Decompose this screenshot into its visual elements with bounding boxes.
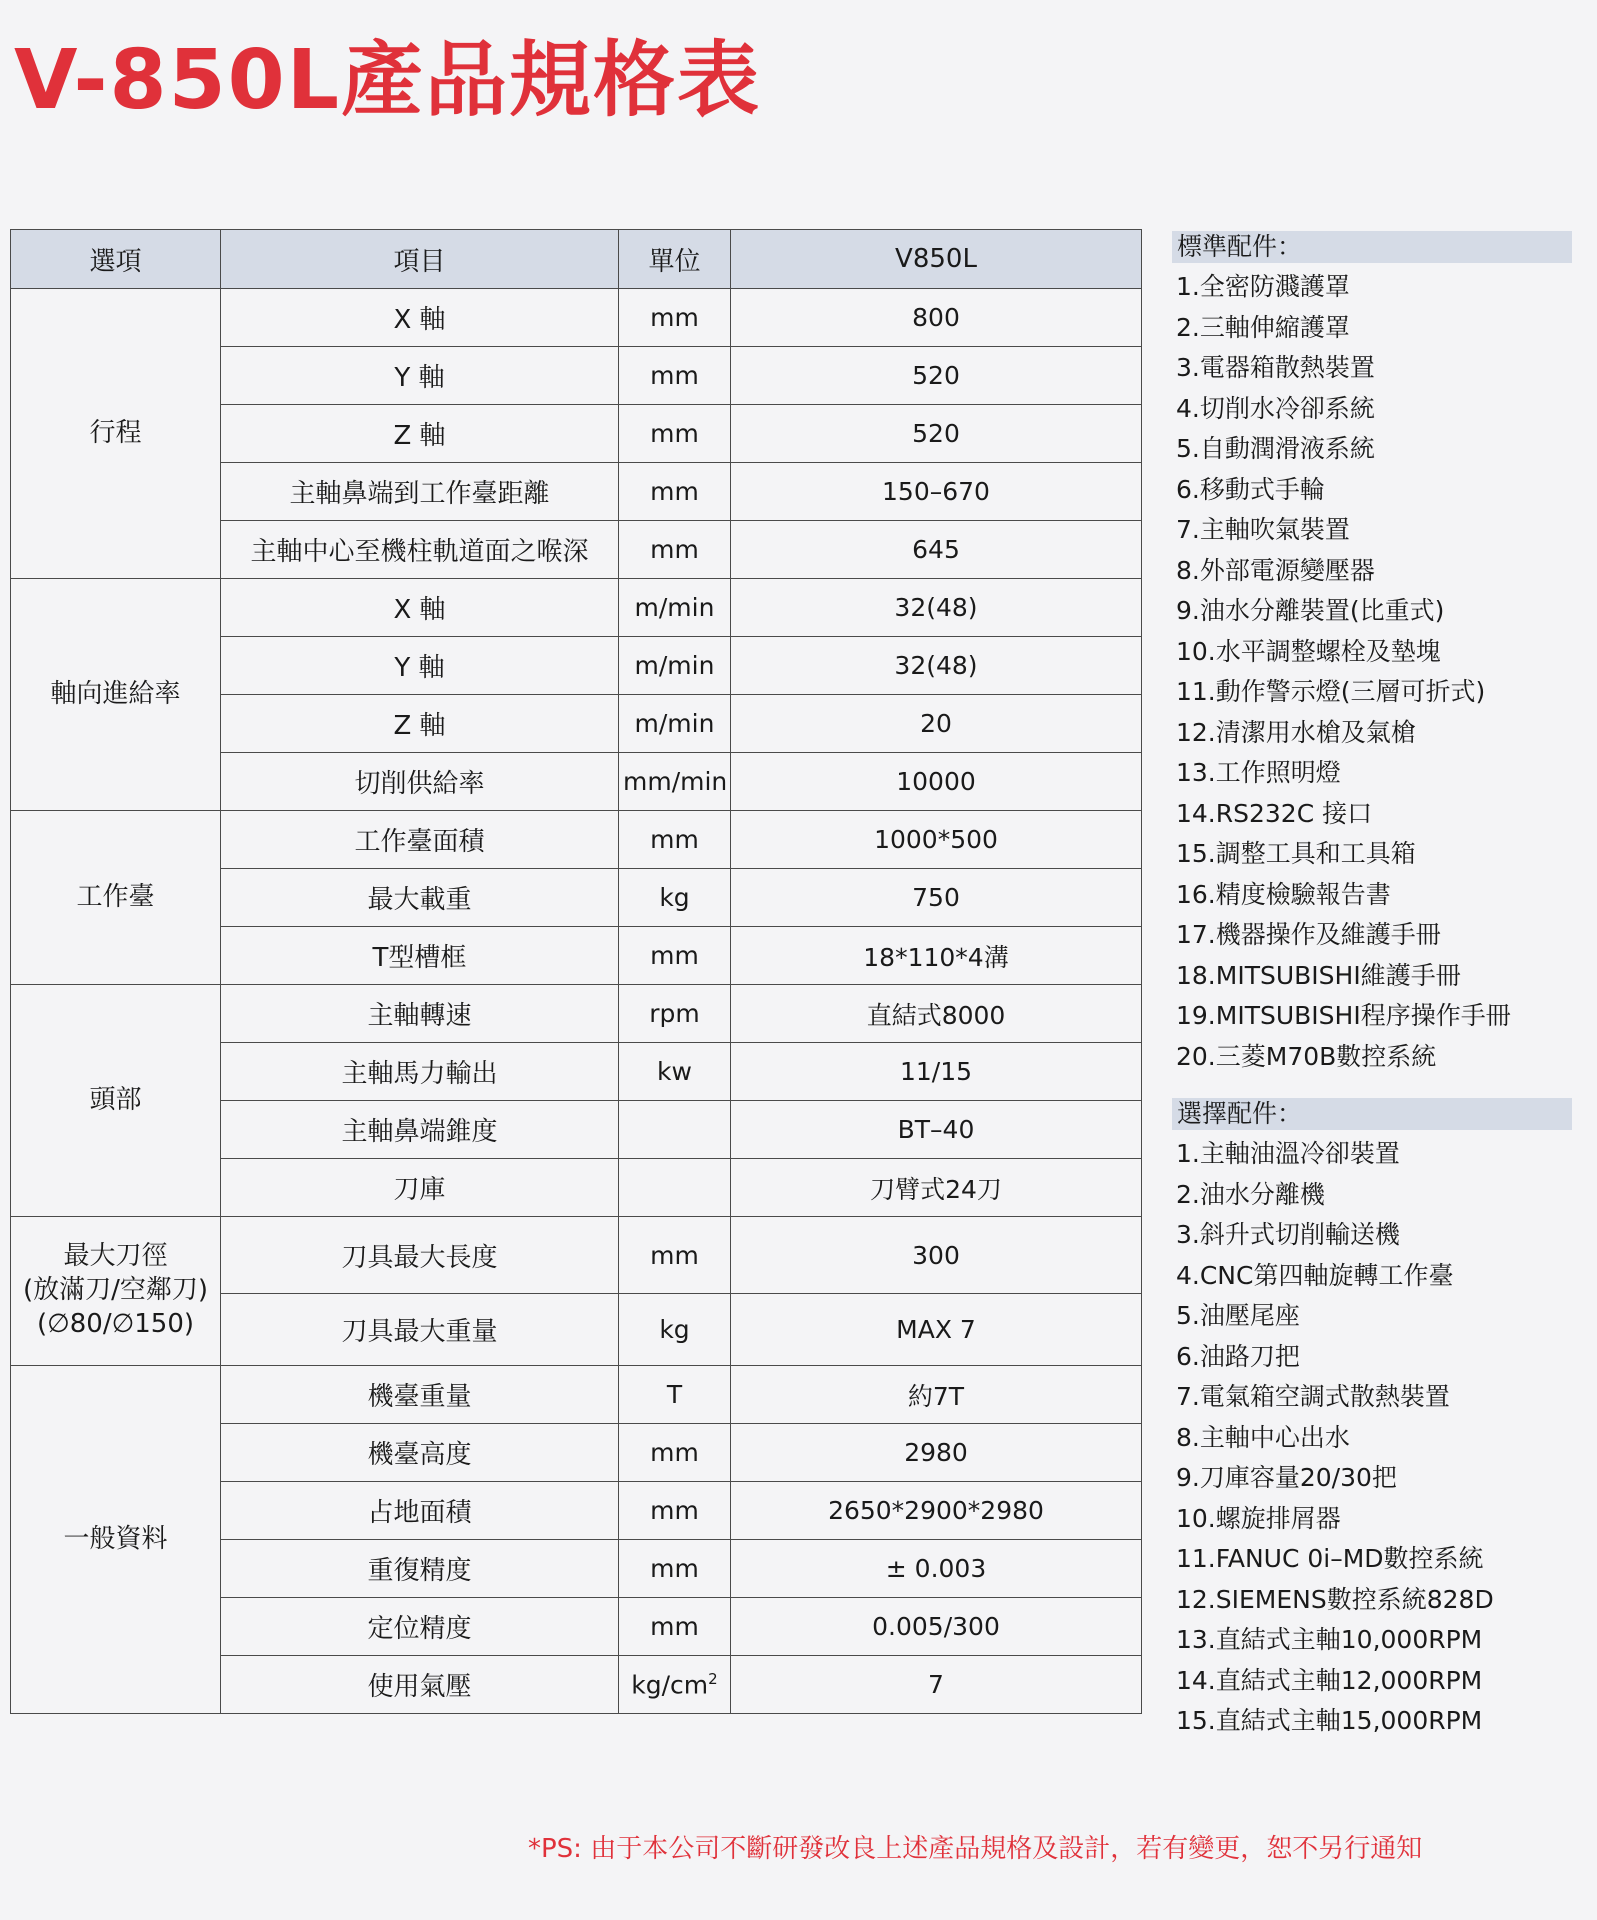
cell-item: 工作臺面積 — [221, 811, 619, 869]
spec-table — [10, 229, 1142, 1714]
list-item: 6.油路刀把 — [1176, 1341, 1300, 1371]
list-item: 16.精度檢驗報告書 — [1176, 879, 1391, 909]
list-item: 3.斜升式切削輸送機 — [1176, 1220, 1400, 1249]
cell-unit: kg — [619, 869, 731, 927]
cell-value: 300 — [731, 1217, 1142, 1294]
cell-unit: kg — [619, 1294, 731, 1366]
cell-unit: mm/min — [619, 753, 731, 811]
cell-item: X 軸 — [221, 579, 619, 637]
page-title: V-850L產品規格表 — [14, 33, 761, 128]
list-item: 4.切削水冷卻系統 — [1176, 393, 1375, 423]
group-max-tool-diameter — [11, 1217, 221, 1366]
list-item: 12.SIEMENS數控系統828D — [1176, 1584, 1494, 1614]
optional-accessories-list — [1172, 1134, 1572, 1742]
standard-accessories-heading: 標準配件： — [1172, 231, 1572, 263]
list-item: 2.油水分離機 — [1176, 1179, 1325, 1209]
cell-value: 750 — [731, 869, 1142, 927]
group-label-line: (放滿刀/空鄰刀) — [22, 1275, 209, 1306]
unit-base: kg/cm — [631, 1670, 709, 1700]
cell-item: Z 軸 — [221, 405, 619, 463]
list-item: 14.直結式主軸12,000RPM — [1176, 1665, 1483, 1695]
cell-item: 最大載重 — [221, 869, 619, 927]
list-item: 7.電氣箱空調式散熱裝置 — [1176, 1382, 1450, 1411]
group-label-line: 最大刀徑 — [63, 1241, 168, 1272]
cell-unit: mm — [619, 521, 731, 579]
cell-value: 10000 — [731, 753, 1142, 811]
cell-value: 直結式8000 — [731, 985, 1142, 1043]
cell-item: Y 軸 — [221, 347, 619, 405]
cell-item: 機臺高度 — [221, 1424, 619, 1482]
list-item: 1.主軸油溫冷卻裝置 — [1176, 1139, 1400, 1168]
cell-value: ± 0.003 — [731, 1540, 1142, 1598]
cell-item: 定位精度 — [221, 1598, 619, 1656]
list-item: 10.水平調整螺栓及墊塊 — [1176, 636, 1441, 666]
cell-item: Z 軸 — [221, 695, 619, 753]
cell-item: 刀具最大長度 — [221, 1217, 619, 1294]
list-item: 10.螺旋排屑器 — [1176, 1503, 1341, 1533]
list-item: 4.CNC第四軸旋轉工作臺 — [1176, 1260, 1454, 1290]
unit-superscript: 2 — [708, 1669, 718, 1688]
cell-unit: mm — [619, 1598, 731, 1656]
cell-unit — [619, 1101, 731, 1159]
list-item: 14.RS232C 接口 — [1176, 798, 1373, 828]
list-item: 13.工作照明燈 — [1176, 758, 1341, 787]
cell-unit — [619, 1656, 731, 1714]
group-worktable: 工作臺 — [11, 811, 221, 985]
cell-item: Y 軸 — [221, 637, 619, 695]
cell-value: 2980 — [731, 1424, 1142, 1482]
list-item: 11.FANUC 0i–MD數控系統 — [1176, 1544, 1484, 1573]
cell-value: BT–40 — [731, 1101, 1142, 1159]
list-item: 8.主軸中心出水 — [1176, 1422, 1350, 1452]
cell-unit: mm — [619, 811, 731, 869]
disclaimer-note: *PS: 由于本公司不斷研發改良上述產品規格及設計，若有變更，恕不另行通知 — [528, 1834, 1423, 1864]
list-item: 5.油壓尾座 — [1176, 1301, 1300, 1330]
cell-value: 520 — [731, 347, 1142, 405]
list-item: 8.外部電源變壓器 — [1176, 555, 1375, 585]
cell-unit: m/min — [619, 579, 731, 637]
list-item: 1.全密防濺護罩 — [1176, 272, 1350, 301]
cell-value: 18*110*4溝 — [731, 927, 1142, 985]
cell-unit: rpm — [619, 985, 731, 1043]
cell-item: 重復精度 — [221, 1540, 619, 1598]
cell-unit: mm — [619, 1540, 731, 1598]
cell-item: 主軸鼻端錐度 — [221, 1101, 619, 1159]
cell-item: 占地面積 — [221, 1482, 619, 1540]
group-head: 頭部 — [11, 985, 221, 1217]
list-item: 5.自動潤滑液系統 — [1176, 434, 1375, 463]
cell-value: 20 — [731, 695, 1142, 753]
cell-item: 主軸鼻端到工作臺距離 — [221, 463, 619, 521]
cell-value: 1000*500 — [731, 811, 1142, 869]
optional-accessories — [1172, 1098, 1572, 1742]
cell-value: 7 — [731, 1656, 1142, 1714]
cell-value: 約7T — [731, 1366, 1142, 1424]
standard-accessories — [1172, 231, 1572, 1077]
cell-unit: mm — [619, 1217, 731, 1294]
spec-table-body — [11, 289, 1142, 1714]
list-item: 9.油水分離裝置(比重式) — [1176, 596, 1445, 625]
cell-item: X 軸 — [221, 289, 619, 347]
cell-unit: mm — [619, 405, 731, 463]
cell-unit: T — [619, 1366, 731, 1424]
cell-unit — [619, 1159, 731, 1217]
header-item: 項目 — [221, 230, 619, 289]
list-item: 20.三菱M70B數控系統 — [1176, 1041, 1437, 1071]
list-item: 15.調整工具和工具箱 — [1176, 839, 1416, 868]
list-item: 3.電器箱散熱裝置 — [1176, 353, 1375, 382]
cell-unit: m/min — [619, 695, 731, 753]
cell-item: 刀具最大重量 — [221, 1294, 619, 1366]
cell-value: 11/15 — [731, 1043, 1142, 1101]
cell-value: 800 — [731, 289, 1142, 347]
cell-unit: mm — [619, 347, 731, 405]
header-option: 選項 — [11, 230, 221, 289]
group-label-line: (∅80/∅150) — [36, 1308, 195, 1339]
cell-item: 切削供給率 — [221, 753, 619, 811]
cell-unit: mm — [619, 289, 731, 347]
standard-accessories-list — [1172, 267, 1572, 1077]
cell-item: 機臺重量 — [221, 1366, 619, 1424]
optional-accessories-heading: 選擇配件： — [1172, 1098, 1572, 1130]
table-row — [11, 1217, 1142, 1294]
table-row — [11, 289, 1142, 347]
cell-item: 主軸中心至機柱軌道面之喉深 — [221, 521, 619, 579]
cell-value: 150–670 — [731, 463, 1142, 521]
header-unit: 單位 — [619, 230, 731, 289]
cell-value: 刀臂式24刀 — [731, 1159, 1142, 1217]
group-feed-rate: 軸向進給率 — [11, 579, 221, 811]
list-item: 11.動作警示燈(三層可折式) — [1176, 677, 1486, 706]
cell-unit: mm — [619, 1482, 731, 1540]
header-model: V850L — [731, 230, 1142, 289]
table-row — [11, 985, 1142, 1043]
list-item: 13.直結式主軸10,000RPM — [1176, 1625, 1483, 1654]
list-item: 18.MITSUBISHI維護手冊 — [1176, 960, 1461, 990]
table-row — [11, 1366, 1142, 1424]
cell-unit: kw — [619, 1043, 731, 1101]
list-item: 6.移動式手輪 — [1176, 474, 1325, 504]
table-row — [11, 579, 1142, 637]
table-row — [11, 811, 1142, 869]
group-general-data: 一般資料 — [11, 1366, 221, 1714]
cell-item: 主軸轉速 — [221, 985, 619, 1043]
list-item: 17.機器操作及維護手冊 — [1176, 920, 1441, 949]
list-item: 19.MITSUBISHI程序操作手冊 — [1176, 1001, 1511, 1030]
list-item: 9.刀庫容量20/30把 — [1176, 1463, 1397, 1492]
cell-value: 520 — [731, 405, 1142, 463]
cell-value: 32(48) — [731, 579, 1142, 637]
cell-unit: mm — [619, 463, 731, 521]
cell-item: T型槽框 — [221, 927, 619, 985]
cell-unit: m/min — [619, 637, 731, 695]
cell-item: 刀庫 — [221, 1159, 619, 1217]
cell-value: 2650*2900*2980 — [731, 1482, 1142, 1540]
group-travel: 行程 — [11, 289, 221, 579]
cell-item: 使用氣壓 — [221, 1656, 619, 1714]
cell-value: 0.005/300 — [731, 1598, 1142, 1656]
cell-value: 32(48) — [731, 637, 1142, 695]
cell-item: 主軸馬力輸出 — [221, 1043, 619, 1101]
cell-unit: mm — [619, 1424, 731, 1482]
spec-table-header — [11, 230, 1142, 289]
list-item: 15.直結式主軸15,000RPM — [1176, 1706, 1483, 1735]
list-item: 12.清潔用水槍及氣槍 — [1176, 717, 1416, 747]
list-item: 7.主軸吹氣裝置 — [1176, 515, 1350, 544]
cell-unit: mm — [619, 927, 731, 985]
list-item: 2.三軸伸縮護罩 — [1176, 312, 1350, 342]
cell-value: MAX 7 — [731, 1294, 1142, 1366]
cell-value: 645 — [731, 521, 1142, 579]
